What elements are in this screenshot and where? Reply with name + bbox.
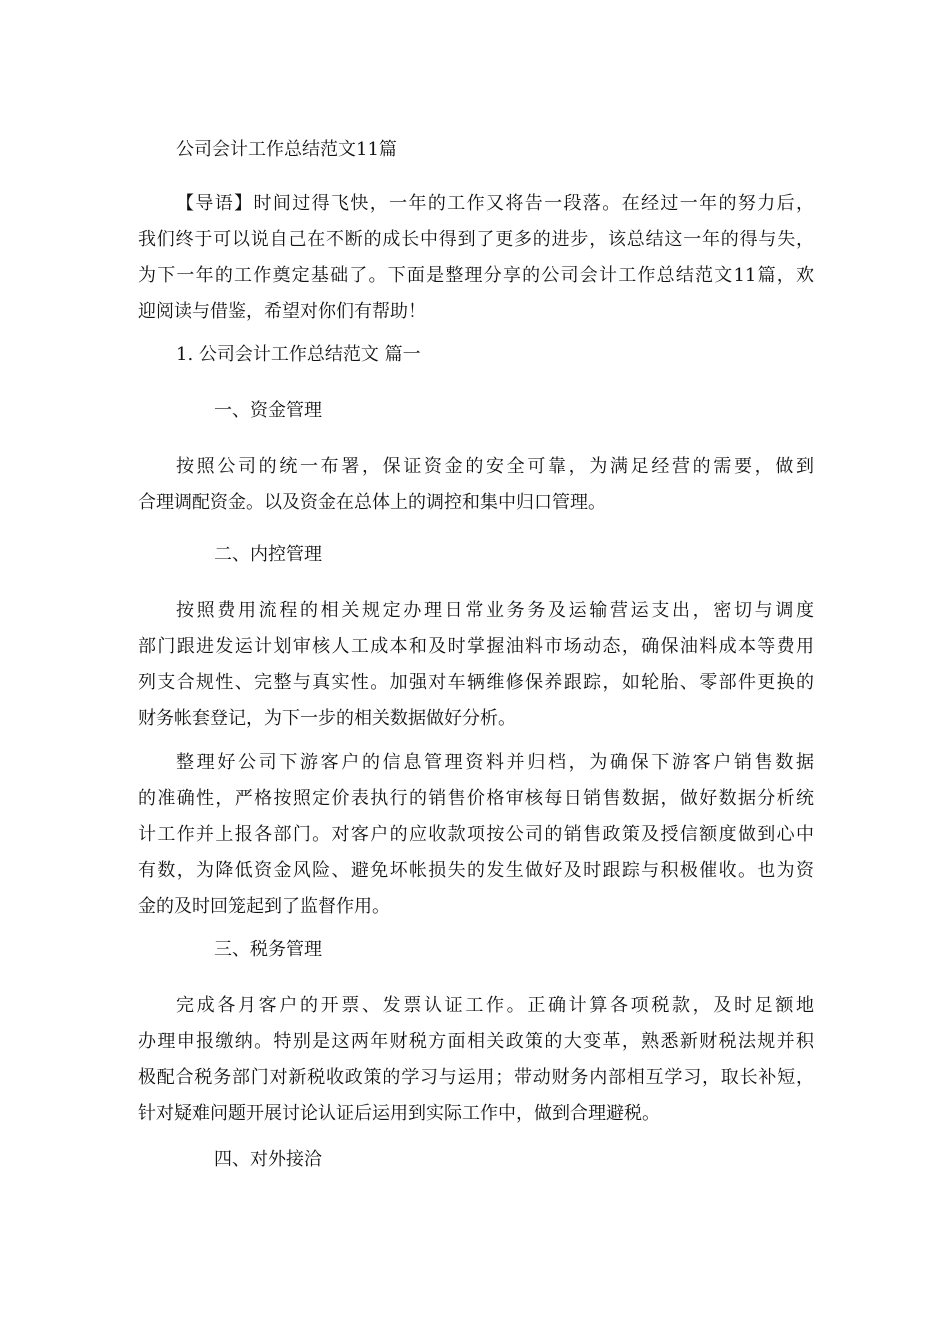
paragraph-line: 办理申报缴纳。特别是这两年财税方面相关政策的大变革，熟悉新财税法规并积 (138, 1031, 814, 1052)
paragraph-customer-data (138, 745, 814, 925)
paragraph-line: 列支合规性、完整与真实性。加强对车辆维修保养跟踪，如轮胎、零部件更换的 (138, 672, 814, 693)
paragraph-line: 合理调配资金。以及资金在总体上的调控和集中归口管理。 (138, 492, 606, 513)
paragraph-line: 极配合税务部门对新税收政策的学习与运用；带动财务内部相互学习，取长补短， (138, 1067, 814, 1088)
heading-fund-management: 一、资金管理 (214, 400, 322, 421)
intro-line: 迎阅读与借鉴，希望对你们有帮助！ (138, 301, 426, 322)
heading-internal-control: 二、内控管理 (214, 544, 322, 565)
paragraph-line: 按照费用流程的相关规定办理日常业务务及运输营运支出，密切与调度 (176, 600, 814, 621)
paragraph-line: 计工作并上报各部门。对客户的应收款项按公司的销售政策及授信额度做到心中 (138, 824, 814, 845)
paragraph-line: 部门跟进发运计划审核人工成本和及时掌握油料市场动态，确保油料成本等费用 (138, 636, 814, 657)
intro-line: 为下一年的工作奠定基础了。下面是整理分享的公司会计工作总结范文11篇，欢 (138, 265, 814, 286)
paragraph-internal-control (138, 593, 814, 737)
paragraph-line: 财务帐套登记，为下一步的相关数据做好分析。 (138, 708, 516, 729)
heading-tax-management: 三、税务管理 (214, 939, 322, 960)
paragraph-line: 整理好公司下游客户的信息管理资料并归档，为确保下游客户销售数据 (176, 752, 814, 773)
paragraph-line: 的准确性，严格按照定价表执行的销售价格审核每日销售数据，做好数据分析统 (138, 788, 814, 809)
paragraph-line: 完成各月客户的开票、发票认证工作。正确计算各项税款，及时足额地 (176, 995, 814, 1016)
document-title: 公司会计工作总结范文11篇 (176, 139, 397, 160)
paragraph-line: 按照公司的统一布署，保证资金的安全可靠，为满足经营的需要，做到 (176, 456, 814, 477)
paragraph-line: 有数，为降低资金风险、避免坏帐损失的发生做好及时跟踪与积极催收。也为资 (138, 860, 814, 881)
intro-line: 【导语】时间过得飞快，一年的工作又将告一段落。在经过一年的努力后， (176, 193, 814, 214)
paragraph-tax-management (138, 988, 814, 1132)
paragraph-line: 针对疑难问题开展讨论认证后运用到实际工作中，做到合理避税。 (138, 1103, 660, 1124)
intro-paragraph (138, 186, 814, 330)
heading-external-liaison: 四、对外接洽 (214, 1149, 322, 1170)
paragraph-line: 金的及时回笼起到了监督作用。 (138, 896, 390, 917)
section-title: 1. 公司会计工作总结范文 篇一 (176, 344, 421, 365)
paragraph-fund-management (138, 449, 814, 521)
intro-line: 我们终于可以说自己在不断的成长中得到了更多的进步，该总结这一年的得与失， (138, 229, 814, 250)
